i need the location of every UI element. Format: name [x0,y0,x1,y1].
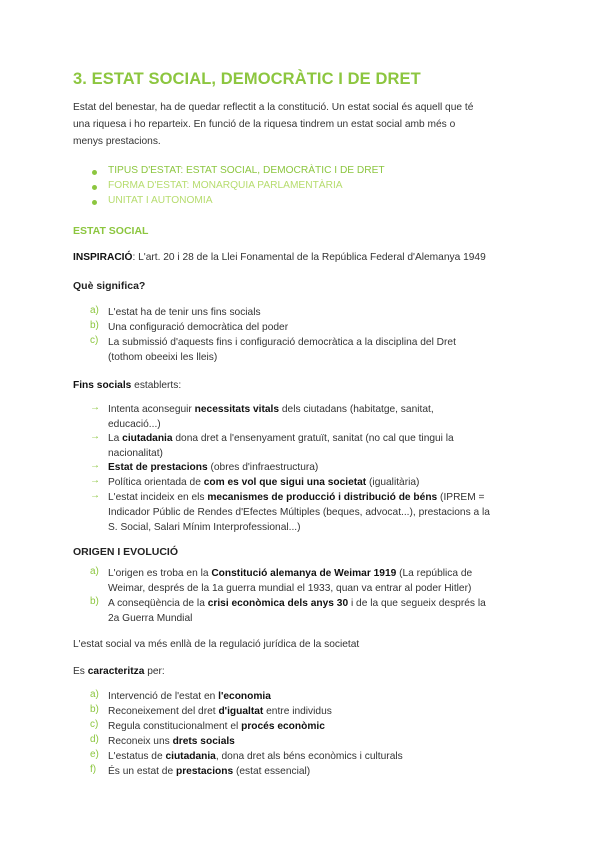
origen-heading: ORIGEN I EVOLUCIÓ [73,546,179,558]
list-marker: b) [90,704,99,715]
fins-item-5-cont: Indicador Públic de Rendes d'Efectes Múltiples (beques, advocat...), prestacions a la [108,507,490,518]
fins-item-1 [108,402,434,417]
page-title: 3. ESTAT SOCIAL, DEMOCRÀTIC I DE DRET [73,70,421,88]
fins-text: L'estat incideix en els [108,492,208,503]
list-marker: b) [90,320,99,331]
car-item-c [108,719,325,734]
fins-bold-text: necessitats vitals [194,404,280,415]
origen-text: L'origen es troba en la [108,568,212,579]
car-text: L'estatus de [108,751,166,762]
inspiracio-text: : L'art. 20 i 28 de la Llei Fonamental de la República Federal d'Alemanya 1949 [132,252,486,263]
fins-item-2 [108,431,454,446]
fins-rest: establerts: [131,380,182,391]
bullet-dot [92,200,97,205]
list-marker: a) [90,566,99,577]
fins-text: dona dret a l'ensenyament gratuït, sanitat (no cal que tingui la [172,433,454,444]
intro-line-3: menys prestacions. [73,136,161,147]
bullet-dot [92,185,97,190]
mes-enlla-text: L'estat social va més enllà de la regulació jurídica de la societat [73,639,360,650]
origen-bold-text: crisi econòmica dels anys 30 [207,598,349,609]
significa-item-3: La submissió d'aquests fins i configuració democràtica a la disciplina del Dret [108,337,456,348]
caracteritza-bold: caracteritza [87,666,145,677]
fins-text: Intenta aconseguir [108,404,195,415]
fins-text: Política orientada de [108,477,204,488]
list-marker: b) [90,596,99,607]
list-marker: c) [90,719,99,730]
fins-item-3 [108,460,318,475]
bullet-dot [92,170,97,175]
arrow-icon: → [90,475,100,486]
list-marker: e) [90,749,99,760]
fins-item-2-cont: nacionalitat) [108,448,163,459]
car-item-e [108,749,403,764]
fins-bold-text: com es vol que sigui una societat [203,477,367,488]
significa-item-2: Una configuració democràtica del poder [108,322,289,333]
car-item-f [108,764,310,779]
car-text: És un estat de [108,766,176,777]
fins-bold-text: Estat de prestacions [108,462,208,473]
car-bold: drets socials [172,736,235,747]
car-text: Reconeix uns [108,736,173,747]
car-bold: l'economia [218,691,271,702]
section-estat-social: ESTAT SOCIAL [73,225,149,237]
car-text: Reconeixement del dret [108,706,219,717]
fins-item-4 [108,475,419,490]
car-text: Regula constitucionalment el [108,721,242,732]
fins-bold: Fins socials [73,380,132,391]
significa-item-3-cont: (tothom obeeixi les lleis) [108,352,218,363]
car-text: , dona dret als béns econòmics i culturals [215,751,403,762]
list-marker: a) [90,305,99,316]
fins-heading [73,378,181,393]
origen-text: A conseqüència de la [108,598,208,609]
intro-line-1: Estat del benestar, ha de quedar reflectit a la constitució. Un estat social és aquell que té [73,102,474,113]
inspiracio-line [73,250,486,265]
origen-item-b-cont: 2a Guerra Mundial [108,613,193,624]
fins-bold-text: ciutadania [122,433,173,444]
types-item-1: TIPUS D'ESTAT: ESTAT SOCIAL, DEMOCRÀTIC I DE DRET [108,165,385,176]
car-text: (estat essencial) [233,766,311,777]
origen-item-b [108,596,486,611]
origen-text: (La república de [396,568,473,579]
fins-text: (obres d'infraestructura) [207,462,319,473]
fins-text: La [108,433,123,444]
car-bold: ciutadania [165,751,216,762]
inspiracio-label: INSPIRACIÓ [73,252,133,263]
que-significa-heading: Què significa? [73,280,146,292]
significa-item-1: L'estat ha de tenir uns fins socials [108,307,261,318]
car-bold: procés econòmic [241,721,325,732]
car-bold: d'igualtat [218,706,264,717]
caracteritza-text: per: [144,666,165,677]
origen-item-a-cont: Weimar, després de la 1a guerra mundial el 1933, quan va entrar al poder Hitler) [108,583,472,594]
list-marker: c) [90,335,99,346]
list-marker: f) [90,764,97,775]
intro-line-2: una riquesa i ho reparteix. En funció de la riquesa tindrem un estat social amb més o [73,119,456,130]
car-item-d [108,734,235,749]
caracteritza-text: Es [73,666,88,677]
car-text: entre individus [263,706,332,717]
car-bold: prestacions [175,766,234,777]
arrow-icon: → [90,402,100,413]
car-item-a [108,689,271,704]
fins-text: (igualitària) [366,477,420,488]
fins-bold-text: mecanismes de producció i distribució de béns [207,492,438,503]
arrow-icon: → [90,490,100,501]
fins-text: dels ciutadans (habitatge, sanitat, [279,404,434,415]
fins-item-5 [108,490,485,505]
list-marker: a) [90,689,99,700]
car-text: Intervenció de l'estat en [108,691,219,702]
types-item-3: UNITAT I AUTONOMIA [108,195,213,206]
origen-text: i de la que segueix després la [348,598,486,609]
types-item-2: FORMA D'ESTAT: MONARQUIA PARLAMENTÀRIA [108,180,343,191]
car-item-b [108,704,332,719]
arrow-icon: → [90,460,100,471]
origen-bold-text: Constitució alemanya de Weimar 1919 [211,568,397,579]
fins-item-5-cont2: S. Social, Salari Mínim Interprofessional...) [108,522,301,533]
fins-text: (IPREM = [437,492,485,503]
list-marker: d) [90,734,99,745]
fins-item-1-cont: educació...) [108,419,161,430]
caracteritza-heading [73,664,165,679]
arrow-icon: → [90,431,100,442]
origen-item-a [108,566,472,581]
